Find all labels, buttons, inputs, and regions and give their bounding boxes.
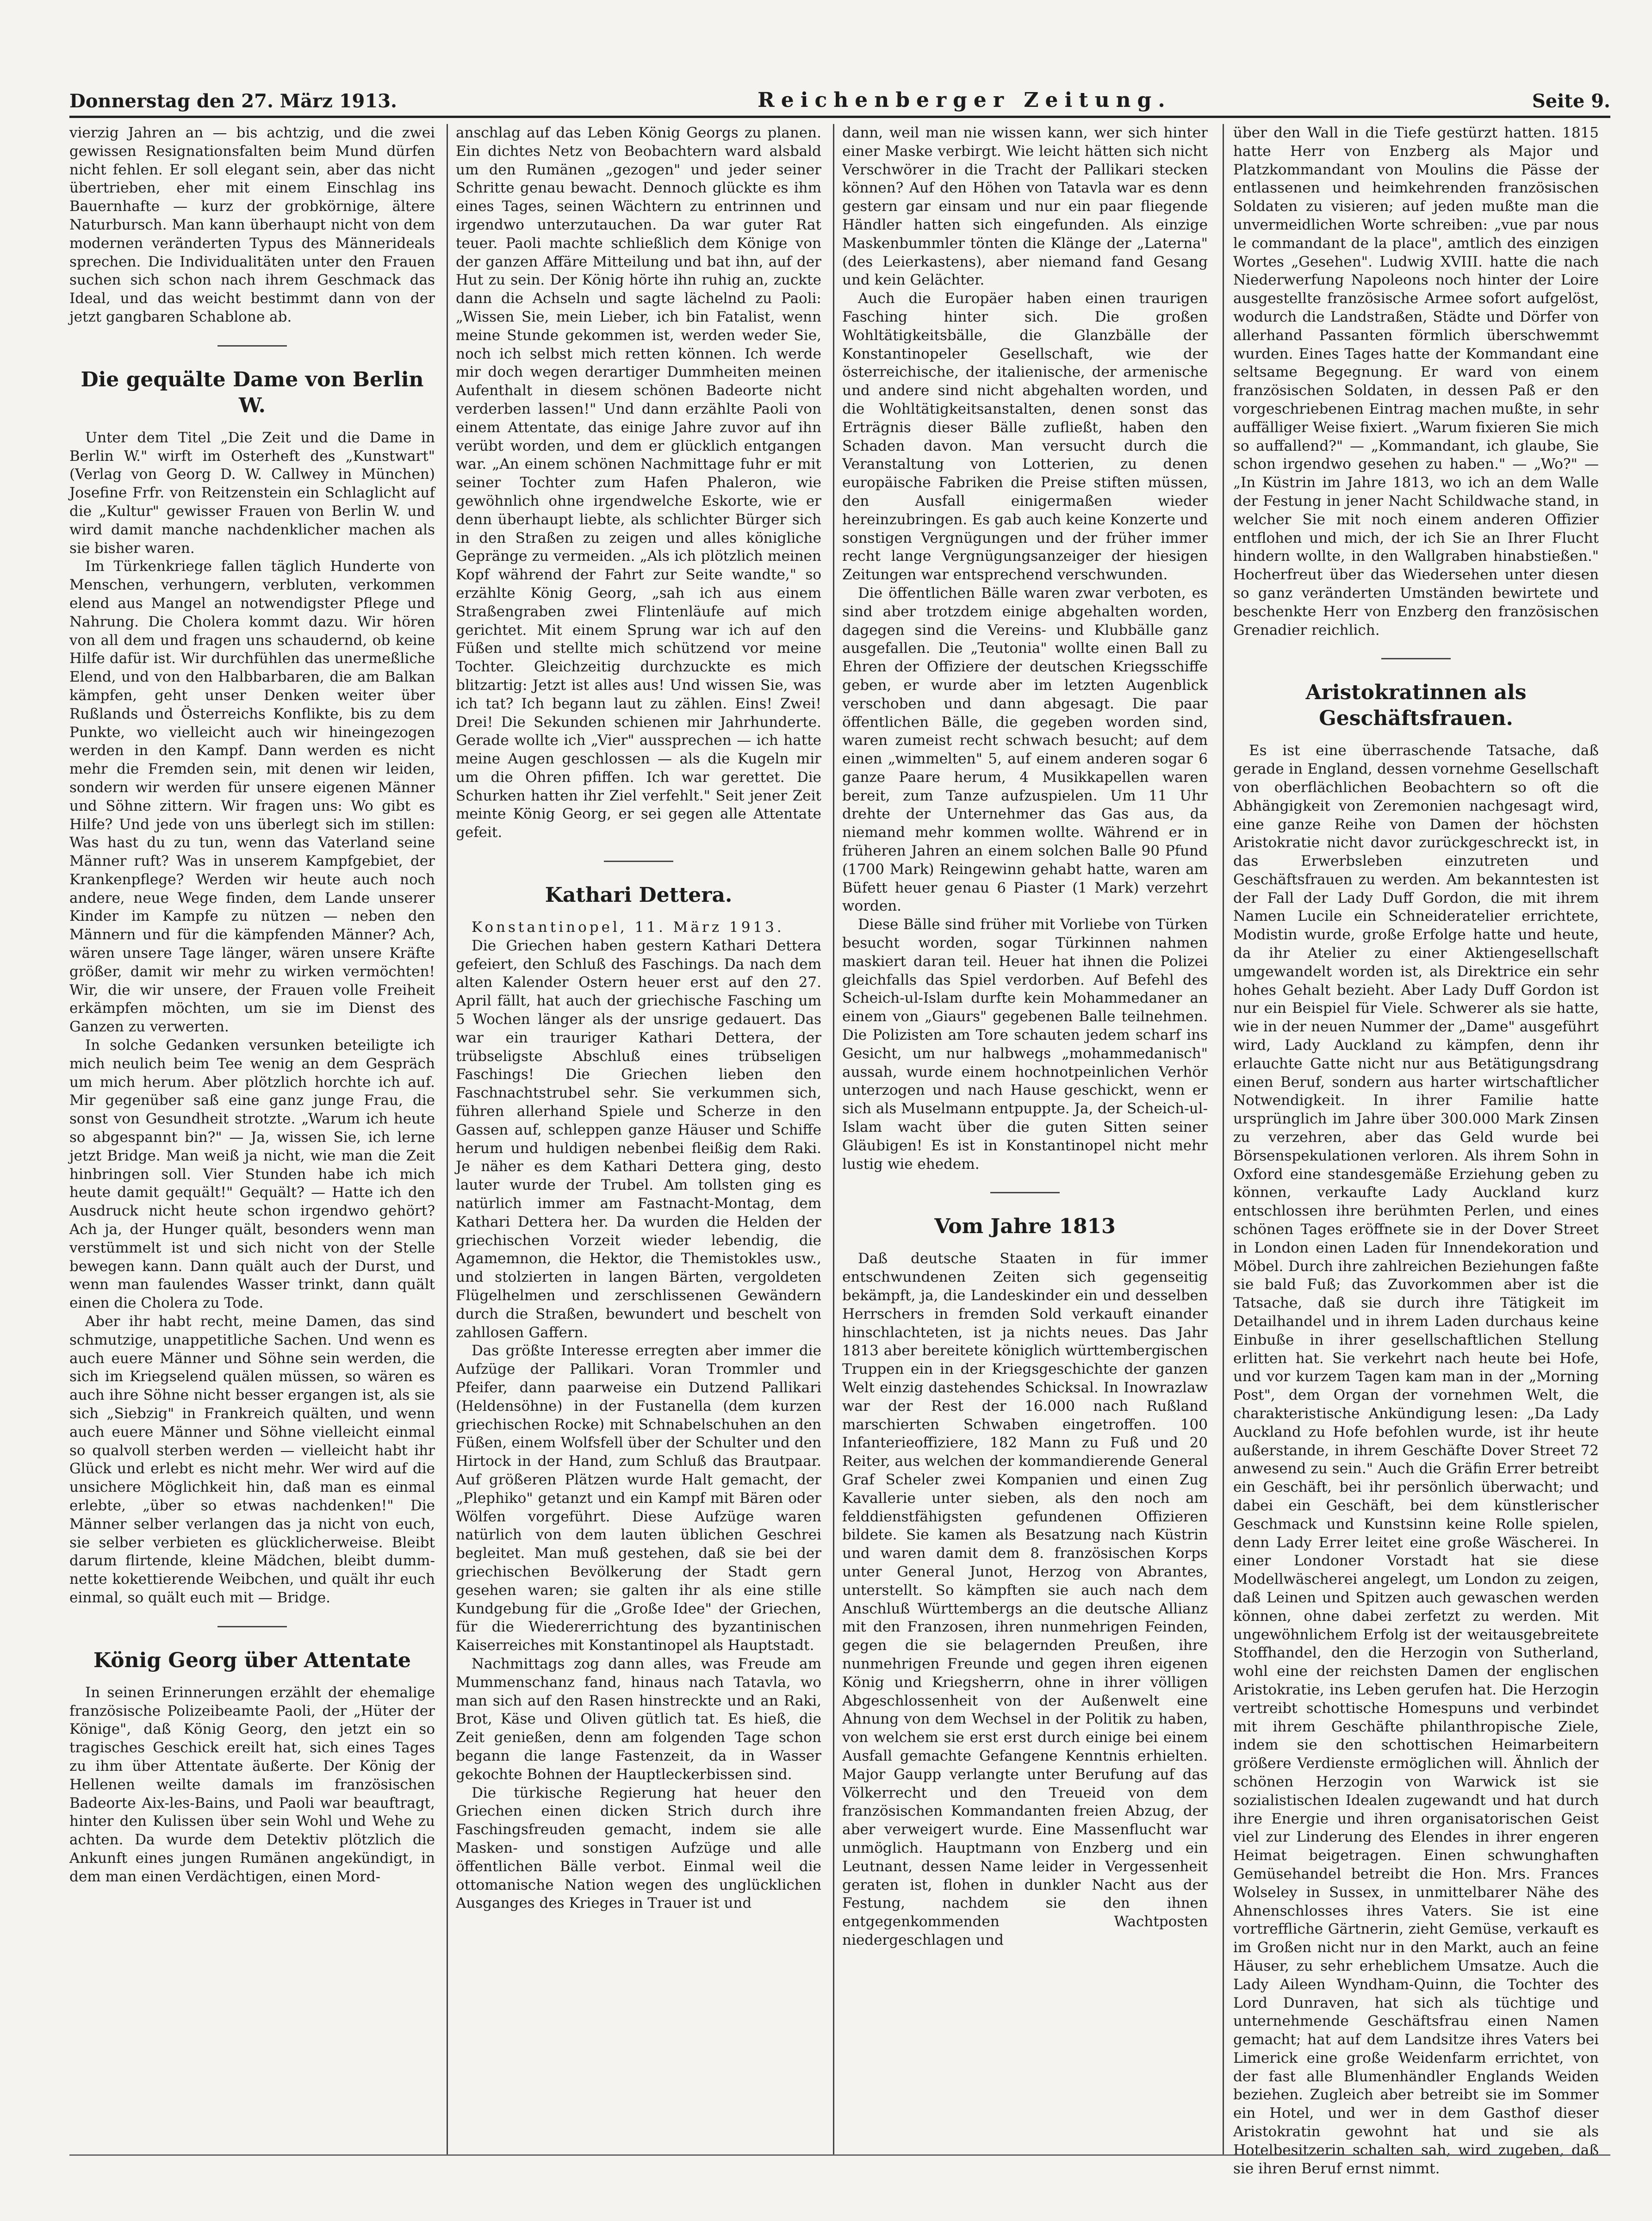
article-text: Im Türkenkriege fallen täglich Hunderte von Menschen, verhungern, verbluten, verkommen elend aus Mangel an notwendigster Pflege und Nahrung. Die Cholera kommt dazu. Wir hören von all dem und fragen uns schaudernd, ob keine Hilfe dafür ist. Wir durchfühlen das unermeßliche Elend, und von den Halbbarbaren, die am Balkan kämpfen, geht unser Denken weiter über Rußlands und Österreichs Konflikte, bis zu dem Punkte, wo vielleicht auch wir hineingezogen werden in den Kampf. Dann werden es nicht mehr die Fremden sein, mit denen wir leiden, sondern wir werden für unsere eigenen Männer und Söhne zittern. Wir fragen uns: Wo gibt es Hilfe? Und jede von uns überlegt sich im stillen: Was hast du zu tun, wenn das Vaterland seine Männer ruft? Was in unserem Kampfgebiet, der Krankenpflege? Werden wir heute auch noch andere, neue Wege finden, dem Lande unserer Kinder im Kampfe zu nützen — neben den Männern und für die kämpfenden Männer? Ach, wären unsere Tage länger, wären unsere Kräfte größer, damit wir mehr zu wirken vermöchten! Wir, die wir unsere, der Frauen volle Freiheit erkämpfen möchten, um sie im Dienst des Ganzen zu verwerten. (69, 558, 435, 1036)
article-text: anschlag auf das Leben König Georgs zu planen. Ein dichtes Netz von Beobachtern ward alsbald um den Rumänen „gezogen" und jeder seiner Schritte genau bewacht. Dennoch glückte es ihm eines Tages, seinen Wächtern zu entrinnen und irgendwo unterzutauchen. Da war guter Rat teuer. Paoli machte schließlich dem Könige von der ganzen Affäre Mitteilung und bat ihn, auf der Hut zu sein. Der König hörte ihn ruhig an, zuckte dann die Achseln und sagte lächelnd zu Paoli: „Wissen Sie, mein Lieber, ich bin Fatalist, wenn meine Stunde gekommen ist, werden weder Sie, noch ich selbst mich retten können. Ich werde mir doch wegen derartiger Dummheiten meinen Aufenthalt in diesem schönen Badeorte nicht verderben lassen!" Und dann erzählte Paoli von einem Attentate, das einige Jahre zuvor auf ihn verübt worden, und dem er glücklich entgangen war. „An einem schönen Nachmittage fuhr er mit seiner Tochter zum Hafen Phaleron, wie gewöhnlich ohne irgendwelche Eskorte, wie er denn überhaupt liebte, als schlichter Bürger sich in den Straßen zu zeigen und alles königliche Gepränge zu vermeiden. „Als ich plötzlich meinen Kopf während der Fahrt zur Seite wandte," so erzählte König Georg, „sah ich aus einem Straßengraben zwei Flintenläufe auf mich gerichtet. Mit einem Sprung war ich auf den Füßen und stellte mich schützend vor meine Tochter. Gleichzeitig durchzuckte es mich blitzartig: Jetzt ist alles aus! Und wissen Sie, was ich tat? Ich begann laut zu zählen. Eins! Zwei! Drei! Die Sekunden schienen mir Jahrhunderte. Gerade wollte ich „Vier" aussprechen — ich hatte meine Augen geschlossen — als die Kugeln mir um die Ohren pfiffen. Ich war gerettet. Die Schurken hatten ihr Ziel verfehlt." Seit jener Zeit meinte König Georg, er sei gegen alle Attentate gefeit. (456, 124, 821, 841)
article-headline: Aristokratinnen als Geschäftsfrauen. (1305, 681, 1527, 731)
article-text: Die türkische Regierung hat heuer den Griechen einen dicken Strich durch ihre Faschingsfreuden gemacht, indem sie alle Masken- und sonstigen Aufzüge und alle öffentlichen Bälle verbot. Einmal weil die ottomanische Nation wegen des unglücklichen Ausganges des Krieges in Trauer ist und (456, 1784, 821, 1912)
article-divider (217, 345, 287, 347)
issue-date: Donnerstag den 27. März 1913. (69, 90, 397, 112)
article-divider (604, 861, 673, 862)
article-text: Die öffentlichen Bälle waren zwar verboten, es sind aber trotzdem einige abgehalten worden, dagegen sind die Vereins- und Klubbälle ganz ausgefallen. Die „Teutonia" wollte einen Ball zu Ehren der Offiziere der deutschen Kriegsschiffe geben, er wurde aber im letzten Augenblick verschoben und dann abgesagt. Die paar öffentlichen Bälle, die gegeben worden sind, waren zumeist recht schwach besucht; auf dem einen „wimmelten" 5, auf einem anderen sogar 6 ganze Paare herum, 4 Musikkapellen waren bereit, zum Tanze aufzuspielen. Um 11 Uhr drehte der Unternehmer das Gas aus, da niemand mehr kommen wollte. Während er in früheren Jahren an einem solchen Balle 90 Pfund (1700 Mark) Reingewinn gehabt hatte, waren am Büfett heuer genau 6 Piaster (1 Mark) verzehrt worden. (842, 584, 1208, 915)
columns (69, 124, 1610, 2177)
article-headline: König Georg über Attentate (93, 1648, 411, 1672)
article-divider (217, 1626, 287, 1627)
article-text: dann, weil man nie wissen kann, wer sich hinter einer Maske verbirgt. Wie leicht hätten sich nicht Verschwörer in die Tracht der Pallikari stecken können? Auf den Höhen von Tatavla war es denn gestern gar einsam und nur ein paar fliegende Händler hatten sich eingefunden. Als einzige Maskenbummler tönten die Klänge der „Laterna" (des Leierkastens), aber niemand fand Gesang und kein Gelächter. (842, 124, 1208, 289)
article-text: Aber ihr habt recht, meine Damen, das sind schmutzige, unappetitliche Sachen. Und wenn es auch euere Männer und Söhne sein werden, die sich im Kriegselend quälen müssen, so wären es auch ihre Söhne nicht besser ergangen ist, als sie sich „Siebzig" in Frankreich quälten, und wenn auch euere Männer und Söhne vielleicht einmal so qualvoll sterben werden — vielleicht habt ihr Glück und erlebt es nicht mehr. Wer wird auf die unsichere Möglichkeit hin, daß man es einmal erlebte, „über so etwas nachdenken!" Die Männer selber verlangen das ja nicht von euch, sie selber verbieten es glücklicherweise. Bleibt darum flirtende, kleine Mädchen, bleibt dumm-nette kokettierende Weibchen, und quält ihr euch einmal, so quält euch mit — Bridge. (69, 1313, 435, 1606)
column-rule (447, 124, 448, 2155)
column-rule (1223, 124, 1224, 2155)
article-text: Unter dem Titel „Die Zeit und die Dame in Berlin W." wirft im Osterheft des „Kunstwart" (Verlag von Georg D. W. Callwey in München) Josefine Frfr. von Reitzenstein ein Schlaglicht auf die „Kultur" gewisser Frauen von Berlin W. und wird damit manche nachdenklicher machen als sie bisher waren. (69, 429, 435, 557)
column-1 (69, 124, 435, 2155)
article-text: vierzig Jahren an — bis achtzig, und die zwei gewissen Resignationsfalten beim Mund dürfen nicht fehlen. Er soll elegant sein, aber das nicht übertrieben, eher mit einem Einschlag ins Bauernhafte — kurz der grobkörnige, ältere Naturbursch. Man kann überhaupt nicht von dem modernen veränderten Typus des Männerideals sprechen. Die Individualitäten unter den Frauen suchen sich schon nach ihrem Geschmack das Ideal, und das weicht bestimmt dann von der jetzt gangbaren Schablone ab. (69, 124, 435, 325)
article-text: über den Wall in die Tiefe gestürzt hatten. 1815 hatte Herr von Enzberg als Major und Platzkommandant von Moulins die Pässe der entlassenen und heimkehrenden französischen Soldaten zu visieren; auf jeden mußte man die unvermeidlichen Worte schreiben: „vue par nous le commandant de la place", amtlich des einzigen Wortes „Gesehen". Ludwig XVIII. hatte die nach Niederwerfung Napoleons noch hinter der Loire ausgestellte französische Armee sofort aufgelöst, wodurch die Landstraßen, Städte und Dörfer von allerhand Passanten förmlich überschwemmt wurden. Eines Tages hatte der Kommandant eine seltsame Begegnung. Er ward von einem französischen Soldaten, in dessen Paß er den vorgeschriebenen Eintrag machen mußte, in sehr auffälliger Weise fixiert. „Warum fixieren Sie mich so auffallend?" — „Kommandant, ich glaube, Sie schon irgendwo gesehen zu haben." — „Wo?" — „In Küstrin im Jahre 1813, wo ich an dem Walle der Festung in jener Nacht Schildwache stand, in welcher Sie mit noch einem anderen Offizier entflohen und mich, der ich Sie an Ihrer Flucht hindern wollte, in den Wallgraben hinabstießen." Hocherfreut über das Wiedersehen unter diesen so ganz veränderten Umständen bewirtete und beschenkte Herr von Enzberg den französischen Grenadier reichlich. (1233, 124, 1599, 639)
column-4 (1233, 124, 1599, 2177)
article-text: Die Griechen haben gestern Kathari Dettera gefeiert, den Schluß des Faschings. Da nach dem alten Kalender Ostern heuer erst auf den 27. April fällt, hat auch der griechische Fasching um 5 Wochen länger als der unsrige gedauert. Das war ein trauriger Kathari Dettera, der trübseligste Abschluß eines trübseligen Faschings! Die Griechen lieben den Faschnachtstrubel sehr. Sie verkummen sich, führen allerhand Spiele und Scherze in den Gassen auf, schleppen ganze Häuser und Schiffe herum und huldigen nebenbei fleißig dem Raki. Je näher es dem Kathari Dettera ging, desto lauter wurde der Trubel. Am tollsten ging es natürlich immer am Fastnacht-Montag, dem Kathari Dettera her. Da wurden die Helden der griechischen Vorzeit wieder lebendig, die Agamemnon, die Hektor, die Themistokles usw., und stolzierten in langen Bärten, vergoldeten Flügelhelmen und zerschlissenen Gewändern durch die Straßen, bewundert und beschelt von zahllosen Gaffern. (456, 937, 821, 1341)
newspaper-title: Reichenberger Zeitung. (758, 88, 1172, 112)
article-headline: Kathari Dettera. (545, 883, 733, 907)
article-divider (1381, 658, 1451, 659)
article-text: Nachmittags zog dann alles, was Freude am Mummenschanz fand, hinaus nach Tatavla, wo man sich auf den Rasen hinstreckte und an Raki, Brot, Käse und Oliven gütlich tat. Es hieß, die Zeit genießen, denn am folgenden Tage schon begann die lange Fastenzeit, da in Wasser gekochte Bohnen der Hauptleckerbissen sind. (456, 1655, 821, 1783)
article-text: Auch die Europäer haben einen traurigen Fasching hinter sich. Die großen Wohltätigkeitsbälle, die Glanzbälle der Konstantinopeler Gesellschaft, wie der österreichische, der italienische, der armenische und andere sind nicht abgehalten worden, und die Wohltätigkeitsanstalten, denen sonst das Erträgnis dieser Bälle zufließt, haben den Schaden davon. Man versucht durch die Veranstaltung von Lotterien, zu denen europäische Fabriken die Preise stiften müssen, den Ausfall einigermaßen wieder hereinzubringen. Es gab auch keine Konzerte und sonstigen Vergnügungen und der früher immer recht lange Vergnügungsanzeiger der hiesigen Zeitungen war entsprechend verschwunden. (842, 290, 1208, 583)
article-text: In solche Gedanken versunken beteiligte ich mich neulich beim Tee wenig an dem Gespräch um mich herum. Aber plötzlich horchte ich auf. Mir gegenüber saß eine ganz junge Frau, die sonst von Gesundheit strotzte. „Warum ich heute so abgespannt bin?" — Ja, wissen Sie, ich lerne jetzt Bridge. Man weiß ja nicht, wie man die Zeit hinbringen soll. Vier Stunden habe ich mich heute damit gequält!" Gequält? — Hatte ich den Ausdruck nicht heute schon irgendwo gehört? Ach ja, der Hunger quält, besonders wenn man verstümmelt ist und sich nicht von der Stelle bewegen kann. Dann quält auch der Durst, und wenn man faulendes Wasser trinkt, dann quält einen die Cholera zu Tode. (69, 1037, 435, 1312)
article-headline: Vom Jahre 1813 (934, 1215, 1116, 1239)
running-header (69, 69, 1610, 112)
page-number: Seite 9. (1532, 90, 1610, 112)
article-divider (990, 1192, 1060, 1193)
article-text: Das größte Interesse erregten aber immer die Aufzüge der Pallikari. Voran Trommler und Pfeifer, dann paarweise ein Dutzend Pallikari (Heldensöhne) in der Fustanella (dem kurzen griechischen Rocke) mit Schnabelschuhen an den Füßen, einem Wolfsfell über der Schulter und den Hirtock in der Hand, zum Schluß das Brautpaar. Auf größeren Plätzen wurde Halt gemacht, der „Plephiko" getanzt und ein Kampf mit Bären oder Wölfen vorgeführt. Diese Aufzüge waren natürlich von dem lauten üblichen Geschrei begleitet. Man muß gestehen, daß sie bei der griechischen Bevölkerung der Stadt gern gesehen waren; sie galten ihr als eine stille Kundgebung für die „Große Idee" der Griechen, für die Wiedererrichtung des byzantinischen Kaiserreiches mit Konstantinopel als Hauptstadt. (456, 1342, 821, 1654)
page-bottom-rule (69, 2154, 1610, 2156)
column-3 (842, 124, 1208, 2155)
article-text: Es ist eine überraschende Tatsache, daß gerade in England, dessen vornehme Gesellschaft von oberflächlichen Beobachtern so oft die Abhängigkeit von Zeremonien nachgesagt wird, eine ganze Reihe von Damen der höchsten Aristokratie nicht davor zurückgeschreckt ist, in das Erwerbsleben einzutreten und Geschäftsfrauen zu werden. Am bekanntesten ist der Fall der Lady Duff Gordon, die mit ihrem Namen Lucile ein Schneideratelier errichtete, Modistin wurde, große Erfolge hatte und heute, da ihr Atelier zu einer Aktiengesellschaft umgewandelt worden ist, als Direktrice ein sehr hohes Gehalt bezieht. Aber Lady Duff Gordon ist nur ein Beispiel für Viele. Schwerer als sie hatte, wie in der neuen Nummer der „Dame" ausgeführt wird, Lady Auckland zu kämpfen, denn ihr erlauchte Gatte nicht nur aus Betätigungsdrang einen Beruf, sondern aus harter wirtschaftlicher Notwendigkeit. In ihrer Familie hatte ursprünglich im Jahre über 300.000 Mark Zinsen zu verzehren, aber das Geld wurde bei Börsenspekulationen verloren. Als ihrem Sohn in Oxford eine standesgemäße Erziehung geben zu können, verkaufte Lady Auckland kurz entschlossen ihre berühmten Perlen, und eines schönen Tages eröffnete sie in der Dover Street in London einen Laden für Innendekoration und Möbel. Durch ihre zahlreichen Beziehungen faßte sie bald Fuß; das Zuvorkommen aber ist die Tatsache, daß sie durch ihre Tätigkeit im Detailhandel und in ihrem Laden durchaus keine Einbuße in ihrer gesellschaftlichen Stellung erlitten hat. Sie verkehrt nach heute bei Hofe, und vor kurzem Tagen kam man in der „Morning Post", dem Organ der vornehmen Welt, die charakteristische Ankündigung lesen: „Da Lady Auckland zu Hofe befohlen wurde, ist ihr heute außerstande, in ihrem Geschäfte Dover Street 72 anwesend zu sein." Auch die Gräfin Errer betreibt ein Geschäft, bei ihr persönlich überwacht; und dabei ein Geschäft, bei dem künstlerischer Geschmack und Kunstsinn keine Rolle spielen, denn Lady Errer leitet eine große Wäscherei. In einer Londoner Vorstadt hat sie diese Modellwäscherei angelegt, um London zu zeigen, daß Leinen und Spitzen auch gewaschen werden können, ohne dabei zerfetzt zu werden. Mit ungewöhnlichem Erfolg ist der weitausgebreitete Stoffhandel, den die Herzogin von Sutherland, wohl eine der reichsten Damen der englischen Aristokratie, ins Leben gerufen hat. Die Herzogin vertreibt schottische Homespuns und verbindet mit ihrem Geschäfte philanthropische Ziele, indem sie den schottischen Heimarbeitern größere Verdienste ermöglichen will. Ähnlich der schönen Herzogin von Warwick ist sie sozialistischen Idealen zugewandt und hat durch ihre Energie und ihren organisatorischen Geist viel zur Linderung des Elendes in ihrer engeren Heimat beigetragen. Einen schwunghaften Gemüsehandel betreibt die Hon. Mrs. Frances Wolseley in Sussex, in unmittelbarer Nähe des Ahnenschlosses ihres Vaters. Sie ist eine vortreffliche Gärtnerin, zieht Gemüse, verkauft es im Großen nicht nur in den Markt, auch an feine Häuser, zu sehr erheblichem Umsatze. Auch die Lady Aileen Wyndham-Quinn, die Tochter des Lord Dunraven, hat sich als tüchtige und unternehmende Geschäftsfrau einen Namen gemacht; hat auf dem Landsitze ihres Vaters bei Limerick eine große Weidenfarm errichtet, von der fast alle Blumenhändler Englands Weiden beziehen. Zugleich aber betreibt sie im Sommer ein Hotel, und wer in dem Gasthof dieser Aristokratin gewohnt hat und sie als Hotelbesitzerin schalten sah, wird zugeben, daß sie ihren Beruf ernst nimmt. (1233, 742, 1599, 2177)
header-rule (69, 116, 1610, 118)
column-2 (456, 124, 821, 2155)
dateline: Konstantinopel, 11. März 1913. (472, 919, 784, 936)
column-rule (833, 124, 834, 2155)
article-headline: Die gequälte Dame von Berlin W. (81, 367, 424, 417)
article-text: In seinen Erinnerungen erzählt der ehemalige französische Polizeibeamte Paoli, der „Hüter der Könige", daß König Georg, den jetzt ein so tragisches Geschick ereilt hat, sich eines Tages zu ihm über Attentate äußerte. Der König der Hellenen weilte damals im französischen Badeorte Aix-les-Bains, und Paoli war beauftragt, hinter den Kulissen über sein Wohl und Wehe zu achten. Da wurde dem Detektiv plötzlich die Ankunft eines jungen Rumänen angekündigt, in dem man einen Verdächtigen, einen Mord- (69, 1684, 435, 1885)
article-text: Diese Bälle sind früher mit Vorliebe von Türken besucht worden, sogar Türkinnen nahmen maskiert daran teil. Heuer hat ihnen die Polizei gleichfalls das Spiel verdorben. Auf Befehl des Scheich-ul-Islam durfte kein Mohammedaner an einem von „Giaurs" gegebenen Balle teilnehmen. Die Polizisten am Tore schauten jedem scharf ins Gesicht, um nur halbwegs „mohammedanisch" aussah, wurde einem hochnotpeinlichen Verhör unterzogen und nach Hause geschickt, wenn er sich als Muselmann entpuppte. Ja, der Scheich-ul-Islam wacht über die guten Sitten seiner Gläubigen! Es ist in Konstantinopel nicht mehr lustig wie ehedem. (842, 916, 1208, 1173)
article-text: Daß deutsche Staaten in für immer entschwundenen Zeiten sich gegenseitig bekämpft, ja, die Landeskinder ein und desselben Herrschers in fremden Sold verkauft einander hinschlachteten, ist ja nichts neues. Das Jahr 1813 aber bereitete königlich württembergischen Truppen ein in der Kriegsgeschichte der ganzen Welt einzig dastehendes Schicksal. In Inowrazlaw war der Rest der 16.000 nach Rußland marschierten Schwaben eingetroffen. 100 Infanterieoffiziere, 182 Mann zu Fuß und 20 Reiter, aus welchen der kommandierende General Graf Scheler zwei Kompanien und einen Zug Kavallerie unter sieben, als den noch am felddienstfähigsten gefundenen Offizieren bildete. Sie kamen als Besatzung nach Küstrin und waren damit dem 8. französischen Korps unter General Junot, Herzog von Abrantes, unterstellt. So kämpften sie auch nach dem Anschluß Württembergs an die deutsche Allianz mit den Franzosen, ihren nunmehrigen Feinden, gegen die sie belagernden Preußen, ihre nunmehrigen Freunde und gegen ihren eigenen König und Kriegsherrn, ohne in ihrer völligen Abgeschlossenheit von der Außenwelt eine Ahnung von dem Wechsel in der Politik zu haben, von welchem sie erst erst durch einige bei einem Ausfall gemachte Gefangene Kenntnis erhielten. Major Gaupp verlangte unter Berufung auf das Völkerrecht und den Treueid von dem französischen Kommandanten freien Abzug, der aber verweigert wurde. Eine Massenflucht war unmöglich. Hauptmann von Enzberg und ein Leutnant, dessen Name leider in Vergessenheit geraten ist, flohen in dunkler Nacht aus der Festung, nachdem sie den ihnen entgegenkommenden Wachtposten niedergeschlagen und (842, 1250, 1208, 1948)
